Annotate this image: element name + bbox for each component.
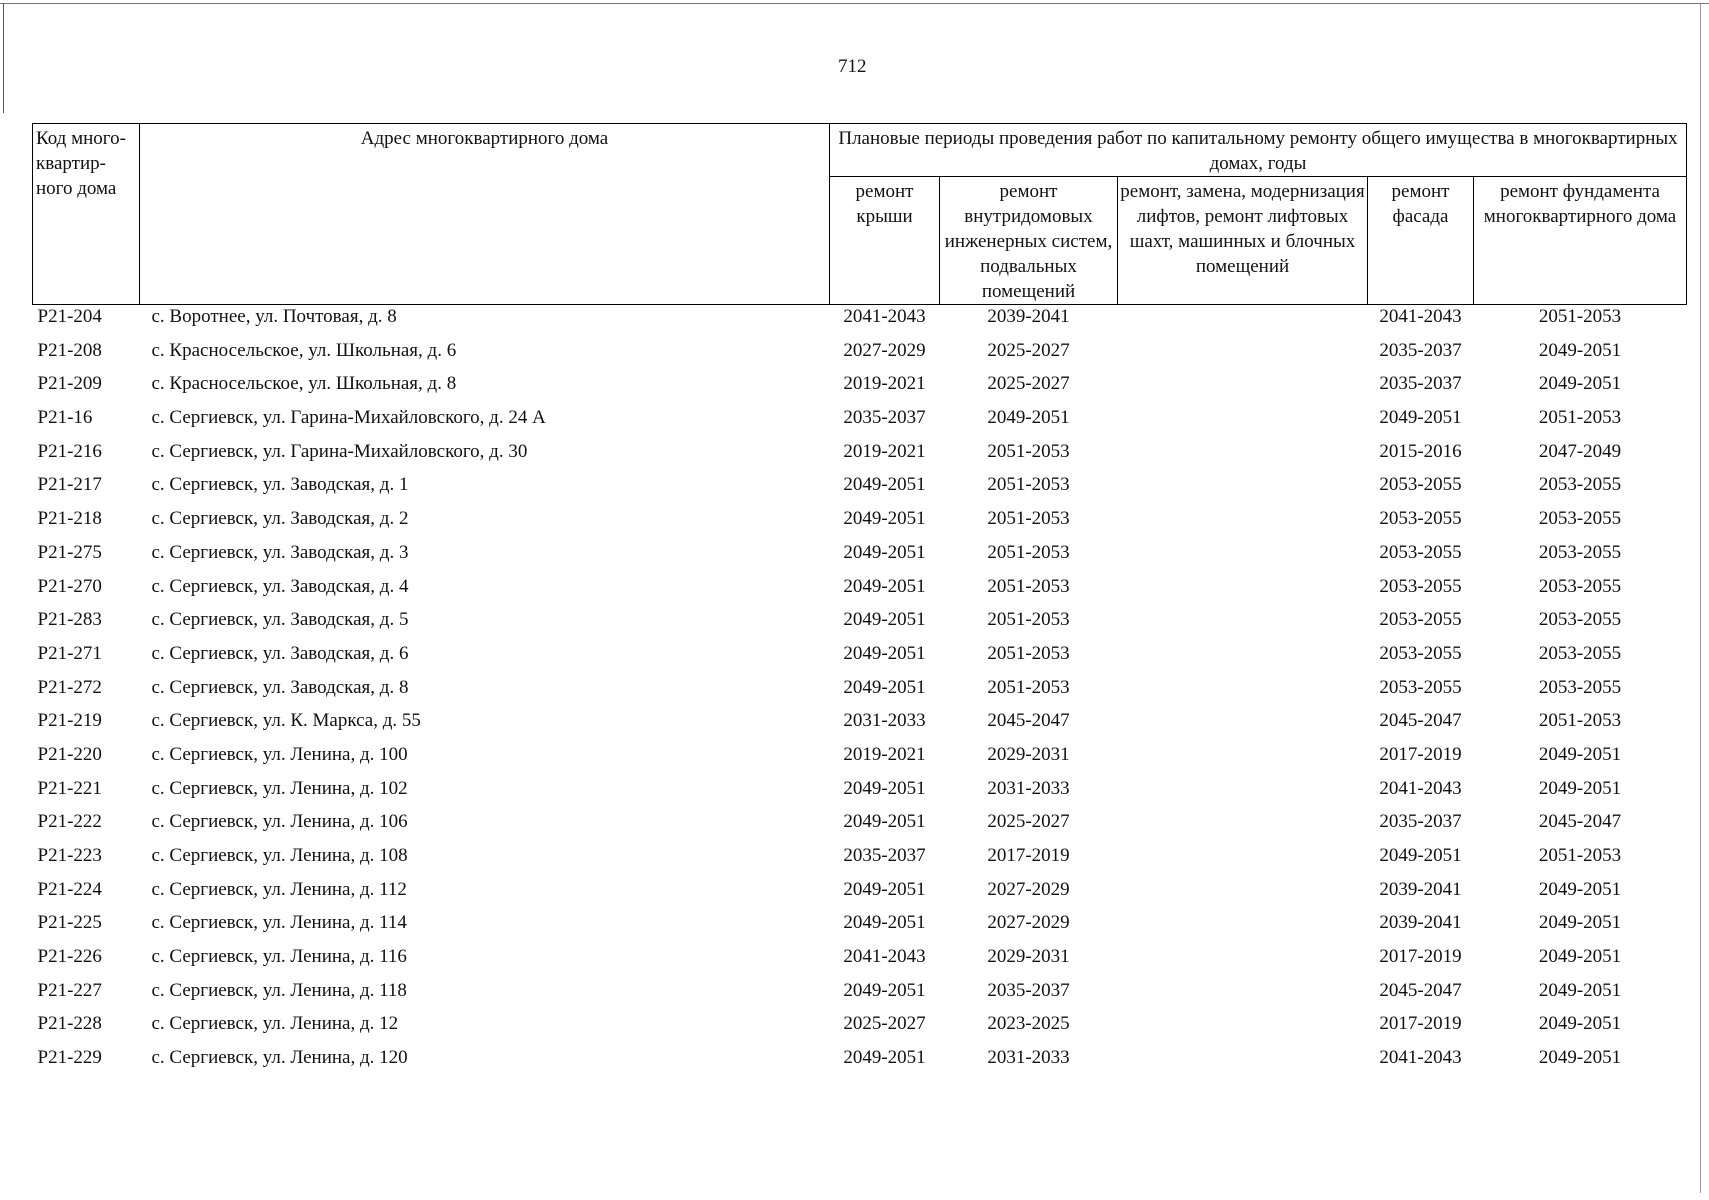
cell-roof: 2049-2051 [843,474,926,496]
table-row [33,709,1687,743]
table-row [33,541,1687,575]
cell-code: Р21-272 [37,676,102,698]
header-facade: ремонт фасада [1368,177,1474,305]
cell-code: Р21-222 [37,811,102,833]
cell-facade: 2045-2047 [1379,710,1462,732]
cell-foundation: 2049-2051 [1538,912,1622,934]
cell-engineering: 2051-2053 [987,609,1070,631]
table-body [33,305,1687,1080]
cell-foundation: 2053-2055 [1538,508,1622,530]
cell-code: Р21-218 [37,508,102,530]
cell-code: Р21-271 [37,642,102,664]
cell-facade: 2053-2055 [1379,642,1462,664]
cell-code: Р21-229 [37,1047,102,1069]
cell-address: с. Сергиевск, ул. Гарина-Михайловского, д. 24 А [151,407,546,429]
cell-foundation: 2053-2055 [1538,676,1622,698]
cell-facade: 2053-2055 [1379,474,1462,496]
cell-facade: 2041-2043 [1379,777,1462,799]
cell-facade: 2049-2051 [1379,845,1462,866]
cell-address: с. Сергиевск, ул. Ленина, д. 114 [151,912,407,934]
cell-engineering: 2051-2053 [987,575,1070,597]
header-engineering: ремонт внутридомовых инженерных систем, подвальных помещений [940,177,1118,305]
table-row [33,406,1687,440]
cell-roof: 2049-2051 [843,642,926,664]
scan-right-edge [1700,3,1701,1193]
table-row [33,339,1687,373]
table-row [33,878,1687,912]
cell-address: с. Сергиевск, ул. Ленина, д. 100 [151,743,408,765]
table-row [33,507,1687,541]
cell-engineering: 2049-2051 [987,407,1070,429]
cell-code: Р21-221 [37,777,102,799]
cell-foundation: 2049-2051 [1538,373,1622,395]
table-row [33,305,1687,339]
cell-lifts [1118,844,1368,878]
cell-code: Р21-204 [37,306,102,327]
cell-code: Р21-208 [37,339,102,361]
cell-address: с. Сергиевск, ул. Ленина, д. 102 [151,777,408,799]
cell-lifts [1118,406,1368,440]
table-row [33,911,1687,945]
cell-facade: 2039-2041 [1379,912,1462,934]
cell-engineering: 2023-2025 [987,1013,1070,1035]
cell-code: Р21-283 [37,609,102,631]
cell-engineering: 2039-2041 [987,306,1070,327]
cell-lifts [1118,979,1368,1013]
cell-engineering: 2027-2029 [987,878,1070,900]
cell-code: Р21-217 [37,474,102,496]
cell-lifts [1118,709,1368,743]
cell-roof: 2035-2037 [843,407,926,429]
cell-facade: 2017-2019 [1379,1013,1462,1035]
cell-address: с. Сергиевск, ул. Заводская, д. 1 [151,474,409,496]
cell-engineering: 2025-2027 [987,373,1070,395]
cell-roof: 2049-2051 [843,878,926,900]
cell-foundation: 2051-2053 [1538,407,1622,429]
cell-engineering: 2031-2033 [987,1047,1070,1069]
cell-roof: 2049-2051 [843,609,926,631]
cell-lifts [1118,372,1368,406]
cell-lifts [1118,878,1368,912]
cell-roof: 2049-2051 [843,1047,926,1069]
scan-left-edge [3,3,4,113]
table-row [33,810,1687,844]
cell-address: с. Сергиевск, ул. Ленина, д. 118 [151,979,407,1001]
cell-foundation: 2051-2053 [1538,306,1622,327]
cell-foundation: 2045-2047 [1538,811,1622,833]
cell-roof: 2049-2051 [843,676,926,698]
cell-roof: 2025-2027 [843,1013,926,1035]
cell-foundation: 2053-2055 [1538,575,1622,597]
cell-lifts [1118,339,1368,373]
cell-roof: 2041-2043 [843,946,926,968]
cell-roof: 2049-2051 [843,979,926,1001]
cell-code: Р21-209 [37,373,102,395]
cell-facade: 2053-2055 [1379,508,1462,530]
cell-code: Р21-275 [37,541,102,563]
header-roof: ремонт крыши [830,177,940,305]
cell-engineering: 2051-2053 [987,676,1070,698]
cell-lifts [1118,608,1368,642]
cell-engineering: 2025-2027 [987,339,1070,361]
cell-address: с. Сергиевск, ул. К. Маркса, д. 55 [151,710,421,732]
cell-roof: 2031-2033 [843,710,926,732]
cell-engineering: 2045-2047 [987,710,1070,732]
repair-schedule-table [32,123,1687,1080]
cell-engineering: 2051-2053 [987,474,1070,496]
cell-roof: 2019-2021 [843,743,926,765]
cell-foundation: 2049-2051 [1538,979,1622,1001]
cell-address: с. Сергиевск, ул. Заводская, д. 4 [151,575,409,597]
cell-roof: 2027-2029 [843,339,926,361]
cell-foundation: 2047-2049 [1538,440,1622,462]
cell-address: с. Сергиевск, ул. Ленина, д. 12 [151,1013,399,1035]
header-code: Код много-квартир-ного дома [33,124,140,305]
table-row [33,844,1687,878]
cell-foundation: 2049-2051 [1538,878,1622,900]
cell-facade: 2035-2037 [1379,811,1462,833]
cell-facade: 2041-2043 [1379,1047,1462,1069]
header-foundation: ремонт фундамента многоквартирного дома [1474,177,1687,305]
cell-lifts [1118,642,1368,676]
cell-roof: 2019-2021 [843,440,926,462]
cell-roof: 2049-2051 [843,777,926,799]
cell-lifts [1118,1046,1368,1080]
cell-address: с. Сергиевск, ул. Ленина, д. 112 [151,878,407,900]
cell-address: с. Сергиевск, ул. Заводская, д. 8 [151,676,409,698]
cell-roof: 2019-2021 [843,373,926,395]
header-lifts: ремонт, замена, модернизация лифтов, ремонт лифтовых шахт, машинных и блочных помещений [1118,177,1368,305]
cell-roof: 2049-2051 [843,912,926,934]
cell-address: с. Сергиевск, ул. Ленина, д. 106 [151,811,408,833]
table-row [33,372,1687,406]
cell-foundation: 2049-2051 [1538,946,1622,968]
cell-foundation: 2053-2055 [1538,474,1622,496]
table-header [33,124,1687,305]
cell-address: с. Сергиевск, ул. Гарина-Михайловского, д. 30 [151,440,528,462]
cell-address: с. Сергиевск, ул. Ленина, д. 120 [151,1047,408,1069]
cell-code: Р21-223 [37,845,102,866]
cell-foundation: 2051-2053 [1538,845,1622,866]
cell-lifts [1118,777,1368,811]
cell-foundation: 2049-2051 [1538,777,1622,799]
table-row [33,473,1687,507]
table-row [33,676,1687,710]
cell-code: Р21-224 [37,878,102,900]
cell-address: с. Красносельское, ул. Школьная, д. 8 [151,373,457,395]
cell-foundation: 2049-2051 [1538,1013,1622,1035]
header-periods-group: Плановые периоды проведения работ по капитальному ремонту общего имущества в многоквартирных домах, годы [830,124,1687,177]
cell-facade: 2041-2043 [1379,306,1462,327]
cell-facade: 2053-2055 [1379,676,1462,698]
cell-facade: 2039-2041 [1379,878,1462,900]
cell-foundation: 2053-2055 [1538,541,1622,563]
cell-facade: 2053-2055 [1379,575,1462,597]
cell-roof: 2049-2051 [843,575,926,597]
cell-engineering: 2029-2031 [987,743,1070,765]
cell-address: с. Сергиевск, ул. Заводская, д. 5 [151,609,409,631]
cell-facade: 2035-2037 [1379,339,1462,361]
cell-lifts [1118,743,1368,777]
cell-address: с. Сергиевск, ул. Заводская, д. 2 [151,508,409,530]
cell-engineering: 2025-2027 [987,811,1070,833]
table-row [33,743,1687,777]
cell-code: Р21-227 [37,979,102,1001]
cell-code: Р21-270 [37,575,102,597]
cell-roof: 2049-2051 [843,811,926,833]
table-row [33,440,1687,474]
cell-foundation: 2053-2055 [1538,609,1622,631]
cell-facade: 2017-2019 [1379,743,1462,765]
cell-foundation: 2051-2053 [1538,710,1622,732]
table-row [33,642,1687,676]
cell-code: Р21-225 [37,912,102,934]
cell-engineering: 2031-2033 [987,777,1070,799]
cell-address: с. Сергиевск, ул. Ленина, д. 108 [151,845,408,866]
cell-address: с. Сергиевск, ул. Заводская, д. 3 [151,541,409,563]
cell-code: Р21-226 [37,946,102,968]
cell-lifts [1118,541,1368,575]
cell-roof: 2041-2043 [843,306,926,327]
cell-engineering: 2051-2053 [987,440,1070,462]
cell-code: Р21-228 [37,1013,102,1035]
cell-address: с. Сергиевск, ул. Ленина, д. 116 [151,946,407,968]
cell-engineering: 2029-2031 [987,946,1070,968]
table-row [33,608,1687,642]
cell-lifts [1118,575,1368,609]
cell-lifts [1118,911,1368,945]
cell-lifts [1118,305,1368,339]
cell-lifts [1118,1012,1368,1046]
cell-facade: 2017-2019 [1379,946,1462,968]
cell-code: Р21-219 [37,710,102,732]
table-row [33,945,1687,979]
cell-facade: 2035-2037 [1379,373,1462,395]
cell-lifts [1118,945,1368,979]
cell-address: с. Воротнее, ул. Почтовая, д. 8 [151,306,397,327]
cell-engineering: 2051-2053 [987,642,1070,664]
cell-foundation: 2049-2051 [1538,1047,1622,1069]
cell-facade: 2049-2051 [1379,407,1462,429]
cell-address: с. Сергиевск, ул. Заводская, д. 6 [151,642,409,664]
table-row [33,777,1687,811]
header-address: Адрес многоквартирного дома [140,124,830,305]
cell-code: Р21-16 [37,407,93,429]
cell-lifts [1118,810,1368,844]
cell-facade: 2015-2016 [1379,440,1462,462]
scan-top-edge [0,3,1709,4]
cell-foundation: 2053-2055 [1538,642,1622,664]
cell-engineering: 2035-2037 [987,979,1070,1001]
cell-engineering: 2051-2053 [987,508,1070,530]
table-row [33,979,1687,1013]
cell-lifts [1118,473,1368,507]
cell-facade: 2053-2055 [1379,609,1462,631]
cell-facade: 2053-2055 [1379,541,1462,563]
cell-facade: 2045-2047 [1379,979,1462,1001]
cell-foundation: 2049-2051 [1538,339,1622,361]
cell-code: Р21-216 [37,440,102,462]
cell-engineering: 2051-2053 [987,541,1070,563]
page-number: 712 [838,56,867,77]
cell-address: с. Красносельское, ул. Школьная, д. 6 [151,339,457,361]
cell-roof: 2035-2037 [843,845,926,866]
table-row [33,1046,1687,1080]
cell-engineering: 2017-2019 [987,845,1070,866]
cell-lifts [1118,507,1368,541]
cell-foundation: 2049-2051 [1538,743,1622,765]
cell-lifts [1118,440,1368,474]
table-row [33,1012,1687,1046]
cell-lifts [1118,676,1368,710]
table-row [33,575,1687,609]
cell-roof: 2049-2051 [843,508,926,530]
cell-roof: 2049-2051 [843,541,926,563]
cell-code: Р21-220 [37,743,102,765]
cell-engineering: 2027-2029 [987,912,1070,934]
